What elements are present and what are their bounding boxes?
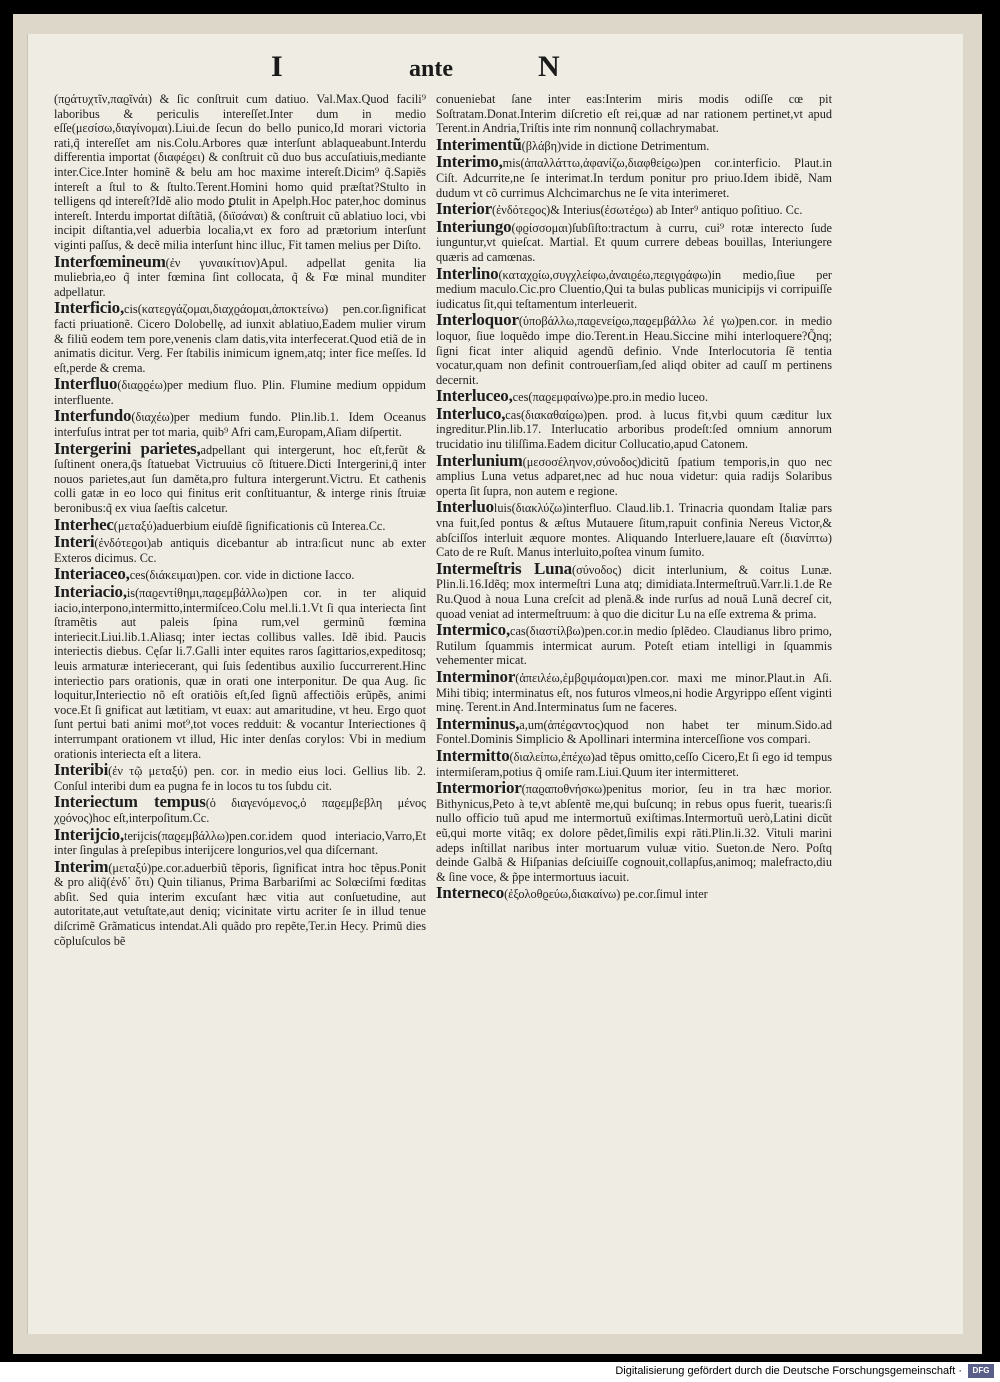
entry-text: (ἐν τῷ μεταξύ) pen. cor. in medio eius loci. Gellius lib. 2. Conſul interibi dum ea pugna fe in locos tu tos ſubdu cit.: [54, 764, 426, 793]
entry-headword: Interimentũ: [436, 134, 522, 154]
dictionary-entry: [436, 450, 832, 499]
entry-headword: Interluceo,: [436, 386, 513, 406]
entry-text: conueniebat ſane inter eas:Interim miris modis odiſſe cœ pit Soſtratam.Donat.Interim diſcretio eſt rei,quæ ad nar rationem pertinet,vt apud Terent.in Andria,Triſtis inte rim nonnunq̃ collachrymabat.: [436, 92, 832, 136]
entry-text: (καταχϱίω,συγχλείφω,ἀναιϱέω,πεϱιγϱάφω)in medio,ſiue per medium maculo.Cic.pro Cluentio,Qui ta bulas publicas municipijs vi corripuiſſe iudicatus ſit,qui teſtamentum interleuerit.: [436, 267, 832, 311]
entry-headword: Intermeſtris Luna: [436, 558, 572, 578]
dictionary-entry: [436, 199, 832, 219]
dictionary-entry: [54, 792, 426, 825]
running-header: [13, 50, 982, 90]
right-column: [436, 92, 832, 1212]
entry-headword: Interim: [54, 856, 109, 876]
entry-text: (μεσοσέληνον,σύνοδος)dicitũ ſpatium temporis,in quo nec amplius Luna vetus adparet,nec ad huc noua videtur: quia radijs Solaribus operta ſit ſupra, non autem e regione.: [436, 454, 832, 498]
entry-headword: Interibi: [54, 760, 109, 780]
entry-headword: Interlino: [436, 263, 499, 283]
entry-headword: Intermico,: [436, 620, 511, 640]
entry-headword: Interlunium: [436, 450, 523, 470]
dictionary-entry: [54, 298, 426, 375]
entry-headword: Intermitto: [436, 745, 510, 765]
entry-headword: Interiaceo,: [54, 564, 130, 584]
dictionary-entry: [436, 883, 832, 903]
entry-text: ces(παϱεμφαίνω)pe.pro.in medio luceo.: [512, 390, 709, 405]
dictionary-entry: [54, 532, 426, 565]
footer-bar: [0, 1362, 1000, 1382]
dictionary-entry: [54, 582, 426, 761]
entry-headword: Interloquor: [436, 310, 519, 330]
entry-headword: Interminor: [436, 666, 516, 686]
entry-text: (διαϱϱέω)per medium fluo. Plin. Flumine medium oppidum interfluente.: [54, 378, 426, 407]
dictionary-entry: [436, 778, 832, 884]
entry-text: (παϱαποθνήσκω)penitus morior, ſeu in tra hæc morior. Bithynicus,Peto à te,vt abſentẽ me,qui buſcunq; in rebus opus fuerit, tuearis:ſi nullo officio tuũ apud me intermortuũ exiſtimas.Intermortuũ uerò,Latini dicũt eũ,qui morte vitãq; ex dolore pẽdet,ſimilis expi rãti.Plin.li.32. Vituli marini adeps inſtillat naribus inter mortuarum vuluæ vitio. Sueton.de Nero. Poſtq deinde Galbã & Hiſpanias deſciuiſſe cognouit,collapſus,animoq; malefracto,diu & ſine voce, & p̃pe intermortuus iacuit.: [436, 782, 832, 884]
dictionary-entry: [436, 497, 832, 560]
entry-headword: Interluo: [436, 497, 494, 517]
dictionary-entry: [436, 216, 832, 265]
dictionary-entry: [54, 564, 426, 584]
dictionary-entry: [436, 666, 832, 715]
entry-text: terijcis(παϱεμβάλλω)pen.cor.idem quod interiacio,Varro,Et inter ſingulas à preſepibus interijcere longurios,vel qua diſcernant.: [54, 828, 426, 858]
dictionary-entry: [436, 152, 832, 200]
entry-text: a,um(ἀπέϱαντος)quod non habet ter minum.Sido.ad Fontel.Dominis Simplicio & Apollinari intermina interceſſione vos compari.: [436, 717, 832, 747]
entry-text: (ἀπειλέω,ἐμβϱιμάομαι)pen.cor. maxi me minor.Plaut.in Aſi. Mihi tibiq; interminatus eſt, nos futuros vlmeos,ni hodie Argyrippo eſſent viginti minę. Terent.in And.Interminatus ſum ne faceres.: [436, 670, 832, 715]
dictionary-entry: [436, 310, 832, 387]
entry-text: (ἐν γυναικίτιον)Apul. adpellat genita lia muliebria,eo q̃ inter fœmina ſint collocata, q̃ & Fœ minal munditer adpellatur.: [54, 255, 426, 299]
entry-text: is(παϱεντίθημι,παϱεμβάλλω)pen cor. in ter aliquid iacio,interpono,intermitto,intermiſceo.Colu mel.li.1.Vt ſi qua interiecta ſint ſtramẽtis aut paleis ſpina rum,vel germinũ fœmina interiecit.Liui.lib.1.Aliasq; inter iectas collibus valles. Idẽ ibid. Paucis interiectis diebus. Cęſar li.7.Galli inter equites raros ſagittarios,expeditosq; leuis armaturæ interiecerant, qui ſuis ſedentibus auxilio ſuccurrerent.Hinc interiectio pars orationis, quæ in orati one interponitur. De qua Aug. ſic loquitur,Interiectio nõ eſt oratiõis eſt,ſed ſignũ affectiõis erũpẽs, animi voce.Et ſi gnificat aut lætitiam, vt euax: aut amaritudine, vt heu. Ergo quot ſunt pertui bati animi mot⁹,tot voces redduit: & vocantur Interiectiones q̃ interrumpant orationem vt illud, Hic inter denſas corylos: Vbi in medium orationis interiecta eſt a litera.: [54, 586, 426, 761]
entry-headword: Interneco: [436, 883, 505, 903]
dictionary-entry: [54, 856, 426, 949]
entry-text: (ὑποβάλλω,παϱενείϱω,παϱεμβάλλω λέ γω)pen.cor. in medio loquor, ſiue loquẽdo impe dio.Terent.in Heau.Siccine mihi interloquere?Q̃nq; ſigni ficat inter aliquid agendũ definio. Vnde Interlocutoria ſẽ tentia vocatur,quam non definit controuerſiam,ſed aliqd obiter ad cauſſ m pertinens decernit.: [436, 314, 832, 387]
dictionary-entry: [54, 251, 426, 300]
entry-text: (σύνοδος) dicit interlunium, & coitus Lunæ. Plin.li.16.Idẽq; mox intermeſtri Luna atq; dimidiata.Intermeſtruũ.Varr.li.1.de Re Ru.Quod à noua Luna creſcit ad plenã.& inde rurſus ad nouã Lunã decreſ cit, quoad veniat ad intermeſtruum: à quo die dicitur Lu na eſſe extrema & prima.: [436, 562, 832, 621]
entry-text: (διαχέω)per medium fundo. Plin.lib.1. Idem Oceanus interfuſus intrat per tot maria, quib⁹ Afri cam,Europam,Aſiam diſpertit.: [54, 410, 426, 440]
entry-text: ces(διάκειμαι)pen. cor. vide in dictione Iacco.: [129, 568, 355, 583]
entry-headword: Interiectum tempus: [54, 792, 206, 812]
dictionary-entry: [436, 92, 832, 136]
entry-text: mis(ἀπαλλάττω,ἀφανίζω,διαφθείϱω)pen cor.interficio. Plaut.in Ciſt. Adcurrite,ne ſe interimat.In terdum ponitur pro priuo.Idem ibidẽ, Nam dudum vt cõ currimus Alchcimarchus ne ſe vita interimeret.: [436, 156, 832, 200]
dictionary-entry: [436, 558, 832, 621]
dictionary-entry: [436, 620, 832, 668]
entry-text: (μεταξύ)aduerbium eiuſdẽ ſignificationis cũ Interea.Cc.: [113, 518, 386, 533]
entry-headword: Interijcio,: [54, 824, 125, 844]
entry-text: (ἐνδότεϱος)& Interius(ἐσωτέϱω) ab Inter⁹ antiquo poſitiuo. Cc.: [492, 203, 803, 218]
header-left-letter: I: [271, 50, 283, 83]
entry-headword: Interfœmineum: [54, 251, 166, 271]
entry-text: (ἐνδότεϱοι)ab antiquis dicebantur ab intra:ſicut nunc ab exter Exteros dicimus. Cc.: [54, 536, 426, 565]
entry-headword: Interior: [436, 199, 492, 219]
dictionary-entry: [54, 824, 426, 858]
entry-headword: Intermorior: [436, 778, 522, 798]
entry-headword: Interhec: [54, 514, 114, 534]
entry-text: cas(διακαθαίϱω)pen. prod. à lucus fit,vbi quum cæditur lux ingreditur.Plin.lib.17. Interlucatio arboribus prodeſt:ſed omnium annorum trucidatio inu tiliſſima.Eadem dicitur Collucatio,apud Catonem.: [436, 407, 832, 452]
dictionary-entry: [54, 514, 426, 534]
header-right-letter: N: [538, 50, 560, 83]
dictionary-entry: [436, 713, 832, 747]
entry-headword: Interminus,: [436, 713, 520, 733]
entry-text: cas(διαστίλβω)pen.cor.in medio ſplẽdeo. Claudianus libro primo, Rutilum ſquammis intermicat aurum. Poteſt etiam intelligi in ſquammis vehementer micat.: [436, 624, 832, 668]
dictionary-entry: [436, 263, 832, 312]
dictionary-entry: [54, 374, 426, 407]
entry-text: adpellant qui intergerunt, hoc eſt,ferũt & ſuſtinent onera,q̃s ſtatuebat Victruuius cõ ſtituere.Dicti Intergerini,q̃ inter nouos parietes,aut ſun daměta,pro fultura intergerunt.Victru. Et cathenis colli gatæ in eo loco qui finitus erit conſtituantur, & interge rinis ſtruiæ beronibus:q̃ ex viua ſaeſtis calcetur.: [54, 442, 426, 516]
entry-text: (διαλείπω,ἐπέχω)ad tẽpus omitto,ceſſo Cicero,Et ſi ego id tempus intermiſeram,potius q̃ omiſe ram.Liui.Quum iter intermitteret.: [436, 749, 832, 779]
entry-text: (βλάβη)vide in dictione Detrimentum.: [521, 138, 710, 153]
dictionary-entry: [54, 406, 426, 440]
dictionary-entry: [436, 403, 832, 452]
scanned-page: [13, 14, 982, 1354]
entry-headword: Interiungo: [436, 216, 512, 236]
dictionary-entry: [436, 134, 832, 154]
entry-text: cis(κατεϱγάζομαι,διαχϱάομαι,ἀποκτείνω) pen.cor.ſignificat facti priuationẽ. Cicero Dolobellę, ad iunxit ablatiuo,Eadem mulier virum & filiũ eodem tem pore,venenis clam datis,vita interfecerat.Quod etiã de in animatis dicitur. Verg. Fer ſtabilis inimicum ignem,atq; inter fice meſſes. Id eſt,perde & crema.: [54, 302, 426, 375]
funding-notice: Digitalisierung gefördert durch die Deutsche Forschungsgemeinschaft ·: [615, 1365, 962, 1377]
entry-headword: Intergerini parietes,: [54, 438, 201, 458]
entry-headword: Interfluo: [54, 374, 118, 394]
header-middle-word: ante: [409, 56, 453, 82]
dictionary-entry: [436, 745, 832, 779]
entry-headword: Interficio,: [54, 298, 125, 318]
entry-headword: Interiacio,: [54, 582, 127, 601]
left-column: [54, 92, 426, 1212]
entry-text: (ἐξολοθϱεύω,διακαίνω) pe.cor.ſimul inter: [504, 887, 708, 902]
dfg-logo: DFG: [968, 1364, 994, 1378]
entry-text: (πϱάτυχτῖν,παϱῖνάι) & ſic conſtruit cum datiuo. Val.Max.Quod facili⁹ laboribus & periculis intereſſet.Inter dum in medio eſſe(μεσίσω,διαγίνομαι).Liui.de ſecun do bello punico,Id morari victoria rati,q̃ intereſſet am nis.Colu.Arbores quæ interſunt ablaqueabunt.Interdu differentia importat (διαφέϱει) & conſtruit cũ duo bus accuſatiuis,mediante inter.Cice.Inter hominẽ & belu am hoc maxime intereſt.Dicim⁹ q̃.Sapiẽs intereſt a ſtul to & ſtulto.Terent.Homini homo quid præſtat?Stulto in telligens qd intereſt?Idẽ alio modo ꝑtulit in Apelph.Hoc pater,hoc dominus intereſt. Interdu importat diſtãtiã, (διϊσάναι) & conſtruit cũ ablatiuo loci, vbi incipit diſtantia,vel aduerbia localia,vt ex foro ad prætorium interſunt viginti paſſus, & decẽ milia interſunt hinc illuc, Fit tamen melius per Diſto.: [54, 92, 426, 252]
dictionary-entry: [54, 760, 426, 793]
entry-headword: Interimo,: [436, 152, 503, 172]
dictionary-entry: [54, 92, 426, 253]
entry-text: (φϱίσσομαι)ſubſiſto:tractum à curru, cui⁹ rotæ interecto ſude iunguntur,vt quieſcat. Martial. Et quum currere debeas bouillas, Interiungere quæris ad camœnas.: [436, 220, 832, 264]
dictionary-entry: [436, 386, 832, 406]
entry-text: luis(διακλύζω)interfluo. Claud.lib.1. Trinacria quondam Italiæ pars vna fuit,ſed pontus & æſtus Mutauere ſitum,rapuit confinia Nereus Victor,& abſciſſos interluit æquore montes. Aliquando Interluere,lauare eſt (διανίπτω) Cato de re Ruſt. Manus interluito,poſtea vinum ſumito.: [436, 501, 832, 560]
entry-headword: Interfundo: [54, 406, 132, 426]
entry-text: (ὁ διαγενόμενος,ὁ παϱεμβεβλη μένος χϱόνος)hoc eſt,interpoſitum.Cc.: [54, 796, 426, 825]
entry-headword: Interluco,: [436, 403, 506, 423]
dictionary-entry: [54, 438, 426, 516]
entry-text: (μεταξύ)pe.cor.aduerbiũ tẽporis, ſignificat intra hoc tẽpus.Ponit & pro aliq̃(ἐνδ᾽ ὅτι) Quin tilianus, Prima Barbariſmi ac Solœciſmi fœditas abſit. Sed quia interim excuſant hæc vitia aut conſuetudine, aut autoritate,aut vetuſtate,aut deniq; vicinitate virtu acriter ſe in illud tenue diſcrimẽ Grãmaticus intendat.Ali quãdo pro repẽte,Ter.in Hecy. Primũ dies cõpluſculos bẽ: [54, 860, 426, 948]
entry-headword: Interi: [54, 532, 95, 552]
